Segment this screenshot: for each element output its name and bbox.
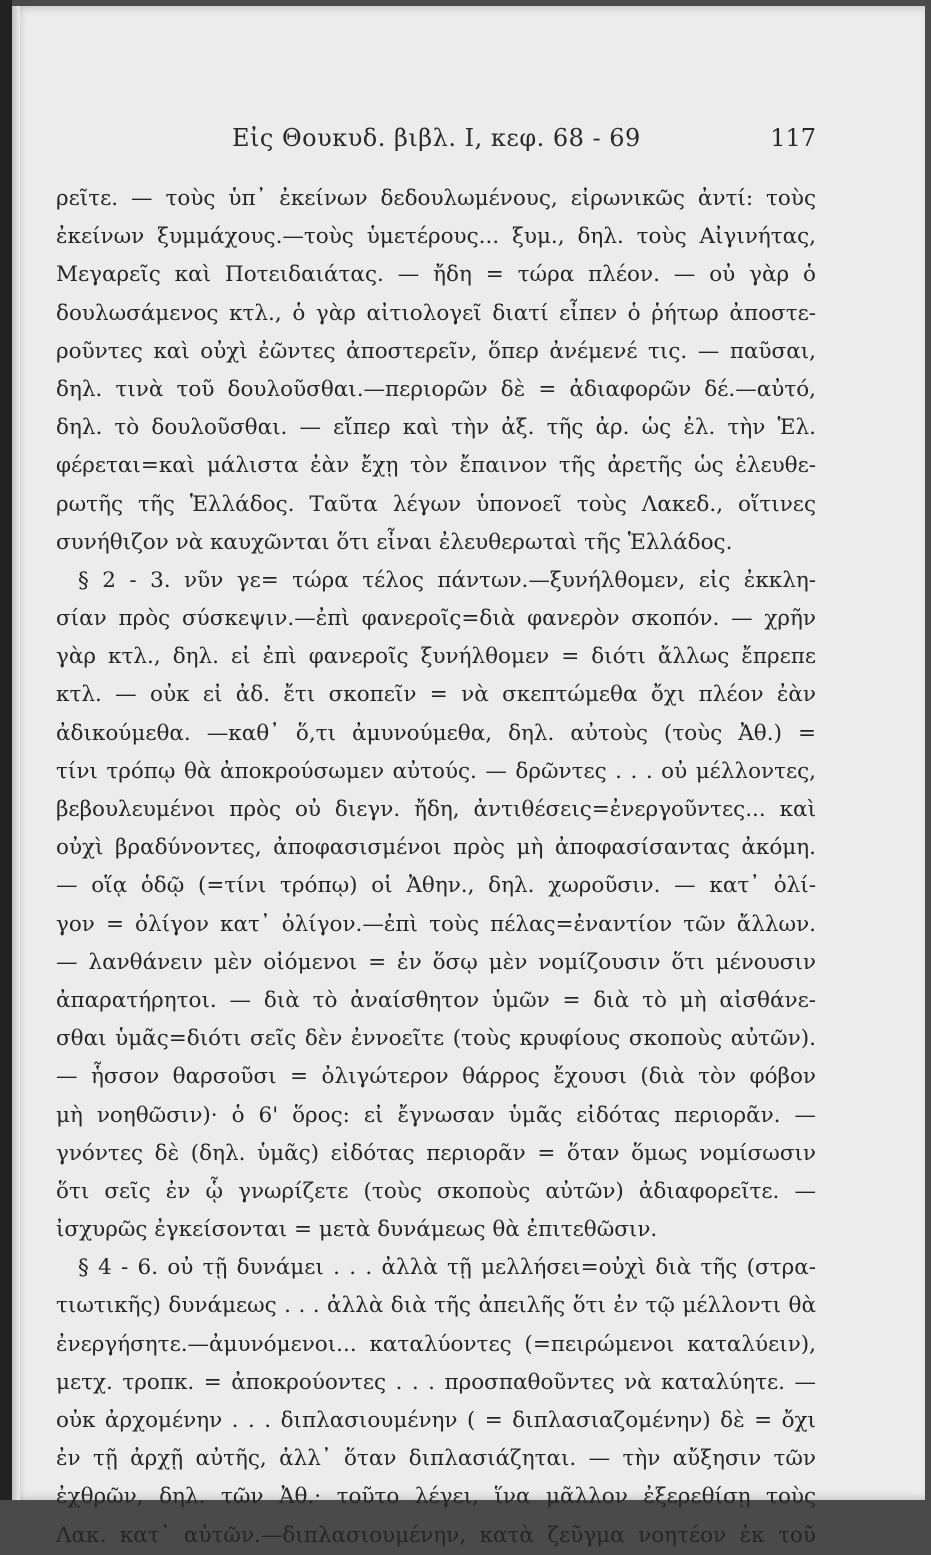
text-line: τιωτικῆς) δυνάμεως . . . ἀλλὰ διὰ τῆς ἀπειλῆς ὅτι ἐν τῷ μέλλοντι θὰ xyxy=(56,1293,816,1319)
text-line: μὴ νοηθῶσιν)· ὁ 6' ὅρος: εἰ ἔγνωσαν ὑμᾶς εἰδότας περιορᾶν. — xyxy=(56,1102,816,1128)
text-line: συνήθιζον νὰ καυχῶνται ὅτι εἶναι ἐλευθερωταὶ τῆς Ἑλλάδος. xyxy=(56,529,733,555)
text-line: ροῦντες καὶ οὐχὶ ἐῶντες ἀποστερεῖν, ὅπερ ἀνέμενέ τις. — παῦσαι, xyxy=(56,338,816,364)
text-line: ἐνεργήσητε.—ἀμυνόμενοι... καταλύοντες (=πειρώμενοι καταλύειν), xyxy=(56,1331,816,1357)
text-line: ρωτῆς τῆς Ἑλλάδος. Ταῦτα λέγων ὑπονοεῖ τοὺς Λακεδ., οἵτινες xyxy=(56,491,816,517)
text-line: § 2 - 3. νῦν γε= τώρα τέλος πάντων.—ξυνήλθομεν, εἰς ἐκκλη- xyxy=(78,567,816,593)
text-line: σθαι ὑμᾶς=διότι σεῖς δὲν ἐννοεῖτε (τοὺς κρυφίους σκοποὺς αὐτῶν). xyxy=(56,1026,816,1052)
text-line: — οἵᾳ ὁδῷ (=τίνι τρόπῳ) οἱ Ἀθην., δηλ. χωροῦσιν. — κατ᾽ ὀλί- xyxy=(56,873,816,899)
text-line: — λανθάνειν μὲν οἰόμενοι = ἐν ὅσῳ μὲν νομίζουσιν ὅτι μένουσιν xyxy=(56,949,816,975)
text-line: ἀπαρατήρητοι. — διὰ τὸ ἀναίσθητον ὑμῶν = διὰ τὸ μὴ αἰσθάνε- xyxy=(56,987,816,1013)
text-line: Μεγαρεῖς καὶ Ποτειδαιάτας. — ἤδη = τώρα πλέον. — οὐ γὰρ ὁ xyxy=(56,262,816,288)
text-line: Λακ. κατ᾽ αὐτῶν.—διπλασιουμένην, κατὰ ζεῦγμα νοητέον ἐκ τοῦ xyxy=(56,1522,816,1548)
text-line: τίνι τρόπῳ θὰ ἀποκρούσωμεν αὐτούς. — δρῶντες . . . οὐ μέλλοντες, xyxy=(56,758,816,784)
text-line: σίαν πρὸς σύσκεψιν.—ἐπὶ φανεροῖς=διὰ φανερὸν σκοπόν. — χρῆν xyxy=(56,606,816,632)
running-head xyxy=(56,124,816,164)
book-page xyxy=(12,6,925,1548)
text-line: — ἧσσον θαρσοῦσι = ὀλιγώτερον θάρρος ἔχουσι (διὰ τὸν φόβον xyxy=(56,1064,816,1090)
text-line: δηλ. τὸ δουλοῦσθαι. — εἴπερ καὶ τὴν ἀξ. τῆς ἀρ. ὡς ἐλ. τὴν Ἑλ. xyxy=(56,415,816,441)
text-line: § 4 - 6. οὐ τῇ δυνάμει . . . ἀλλὰ τῇ μελλήσει=οὐχὶ διὰ τῆς (στρα- xyxy=(78,1255,816,1281)
text-line: οὐκ ἀρχομένην . . . διπλασιουμένην ( = διπλασιαζομένην) δὲ = ὄχι xyxy=(56,1408,816,1433)
text-line: οὐχὶ βραδύνοντες, ἀποφασισμένοι πρὸς μὴ ἀποφασίσαντας ἀκόμη. xyxy=(56,835,816,861)
text-line: δηλ. τινὰ τοῦ δουλοῦσθαι.—περιορῶν δὲ = ἀδιαφορῶν δέ.—αὐτό, xyxy=(56,376,816,402)
text-line: κτλ. — οὐκ εἰ ἀδ. ἔτι σκοπεῖν = νὰ σκεπτώμεθα ὄχι πλέον ἐὰν xyxy=(56,682,816,708)
page-number: 117 xyxy=(770,124,816,152)
scan-binding-edge xyxy=(0,0,12,1500)
text-line: δουλωσάμενος κτλ., ὁ γὰρ αἰτιολογεῖ διατί εἶπεν ὁ ῥήτωρ ἀποστε- xyxy=(56,300,816,326)
text-line: γον = ὀλίγον κατ᾽ ὀλίγον.—ἐπὶ τοὺς πέλας=ἐναντίον τῶν ἄλλων. xyxy=(56,911,816,937)
text-line: ὅτι σεῖς ἐν ᾧ γνωρίζετε (τοὺς σκοποὺς αὐτῶν) ἀδιαφορεῖτε. — xyxy=(56,1178,816,1204)
commentary-text xyxy=(56,180,816,1555)
text-line: ἐκείνων ξυμμάχους.—τοὺς ὑμετέρους... ξυμ., δηλ. τοὺς Αἰγινήτας, xyxy=(56,224,816,250)
running-title: Εἰς Θουκυδ. βιβλ. I, κεφ. 68 - 69 xyxy=(232,124,641,152)
text-line: φέρεται=καὶ μάλιστα ἐὰν ἔχῃ τὸν ἔπαινον τῆς ἀρετῆς ὡς ἐλευθε- xyxy=(56,453,816,479)
text-line: ἐν τῇ ἀρχῇ αὐτῆς, ἀλλ᾽ ὅταν διπλασιάζηται. — τὴν αὔξησιν τῶν xyxy=(56,1446,816,1472)
text-line: ρεῖτε. — τοὺς ὑπ᾽ ἐκείνων δεδουλωμένους, εἰρωνικῶς ἀντί: τοὺς xyxy=(56,186,816,211)
text-line: ἐχθρῶν, δηλ. τῶν Ἀθ.· τοῦτο λέγει, ἵνα μᾶλλον ἐξερεθίσῃ τοὺς xyxy=(56,1484,816,1510)
text-line: μετχ. τροπκ. = ἀποκρούοντες . . . προσπαθοῦντες νὰ καταλύητε. — xyxy=(56,1369,816,1395)
text-line: γὰρ κτλ., δηλ. εἰ ἐπὶ φανεροῖς ξυνήλθομεν = διότι ἄλλως ἔπρεπε xyxy=(56,644,816,670)
text-line: ἰσχυρῶς ἐγκείσονται = μετὰ δυνάμεως θὰ ἐπιτεθῶσιν. xyxy=(56,1217,658,1243)
text-line: ἀδικούμεθα. —καθ᾽ ὅ,τι ἀμυνούμεθα, δηλ. αὐτοὺς (τοὺς Ἀθ.) = xyxy=(56,720,816,746)
text-line: γνόντες δὲ (δηλ. ὑμᾶς) εἰδότας περιορᾶν = ὅταν ὅμως νομίσωσιν xyxy=(56,1140,816,1166)
text-line: βεβουλευμένοι πρὸς οὐ διεγν. ἤδη, ἀντιθέσεις=ἐνεργοῦντες... καὶ xyxy=(56,797,816,822)
